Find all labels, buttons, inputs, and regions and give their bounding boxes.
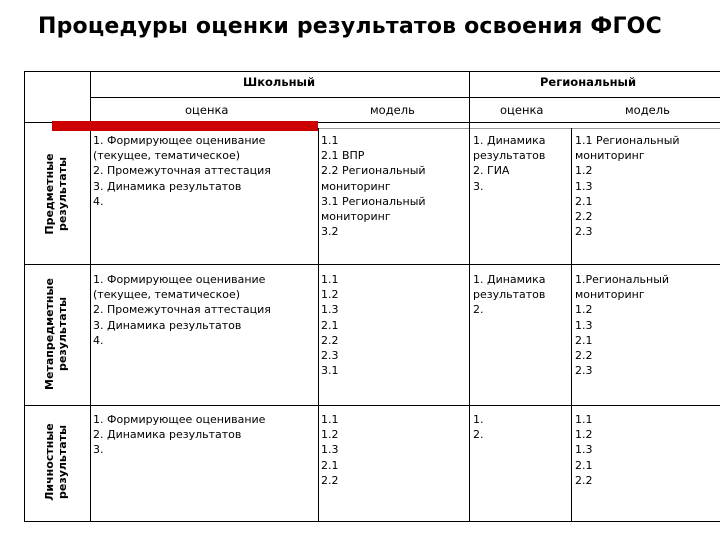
row-label-subject: Предметные результаты bbox=[43, 153, 69, 235]
table-cell: 1.1 Региональный мониторинг 1.2 1.3 2.1 2.2 2.3 bbox=[575, 134, 680, 239]
accent-bar bbox=[52, 121, 318, 131]
row-label-metasubject: Метапредметные результаты bbox=[43, 278, 69, 390]
table-cell: 1.1 1.2 1.3 2.1 2.2 bbox=[575, 413, 593, 487]
row-divider-1 bbox=[24, 264, 720, 265]
table-cell: 1.1 1.2 1.3 2.1 2.2 bbox=[321, 413, 339, 487]
table-cell: 1. Формирующее оценивание (текущее, тематическое) 2. Промежуточная аттестация 3. Динамика результатов 4. bbox=[93, 134, 271, 208]
subheader-school-assessment: оценка bbox=[185, 103, 229, 117]
row-label-personal: Личностные результаты bbox=[43, 423, 69, 501]
subheader-regional-assessment: оценка bbox=[500, 103, 544, 117]
table-cell: 1. Формирующее оценивание (текущее, тематическое) 2. Промежуточная аттестация 3. Динамика результатов 4. bbox=[93, 273, 271, 347]
label-column-divider bbox=[90, 71, 91, 522]
school-column-divider bbox=[318, 128, 319, 522]
table-cell: 1. Динамика результатов 2. bbox=[473, 273, 546, 317]
school-regional-divider bbox=[469, 71, 470, 522]
table-cell: 1. 2. bbox=[473, 413, 484, 442]
table-bottom-border bbox=[24, 521, 720, 522]
subheader-regional-model: модель bbox=[625, 103, 670, 117]
table-cell: 1. Формирующее оценивание 2. Динамика результатов 3. bbox=[93, 413, 266, 457]
header-divider bbox=[90, 97, 720, 98]
table-left-border bbox=[24, 71, 25, 522]
table-cell: 1.1 2.1 ВПР 2.2 Региональный мониторинг 3.1 Региональный мониторинг 3.2 bbox=[321, 134, 426, 239]
header-regional: Региональный bbox=[540, 75, 636, 89]
table-top-border bbox=[24, 71, 720, 72]
regional-column-divider bbox=[571, 128, 572, 522]
table-cell: 1.1 1.2 1.3 2.1 2.2 2.3 3.1 bbox=[321, 273, 339, 378]
row-divider-2 bbox=[24, 405, 720, 406]
table-cell: 1. Динамика результатов 2. ГИА 3. bbox=[473, 134, 546, 193]
subheader-gray-rule bbox=[318, 128, 720, 129]
table-cell: 1.Региональный мониторинг 1.2 1.3 2.1 2.2 2.3 bbox=[575, 273, 670, 378]
subheader-school-model: модель bbox=[370, 103, 415, 117]
page-title: Процедуры оценки результатов освоения ФГОС bbox=[38, 14, 662, 39]
header-school: Школьный bbox=[243, 75, 316, 89]
